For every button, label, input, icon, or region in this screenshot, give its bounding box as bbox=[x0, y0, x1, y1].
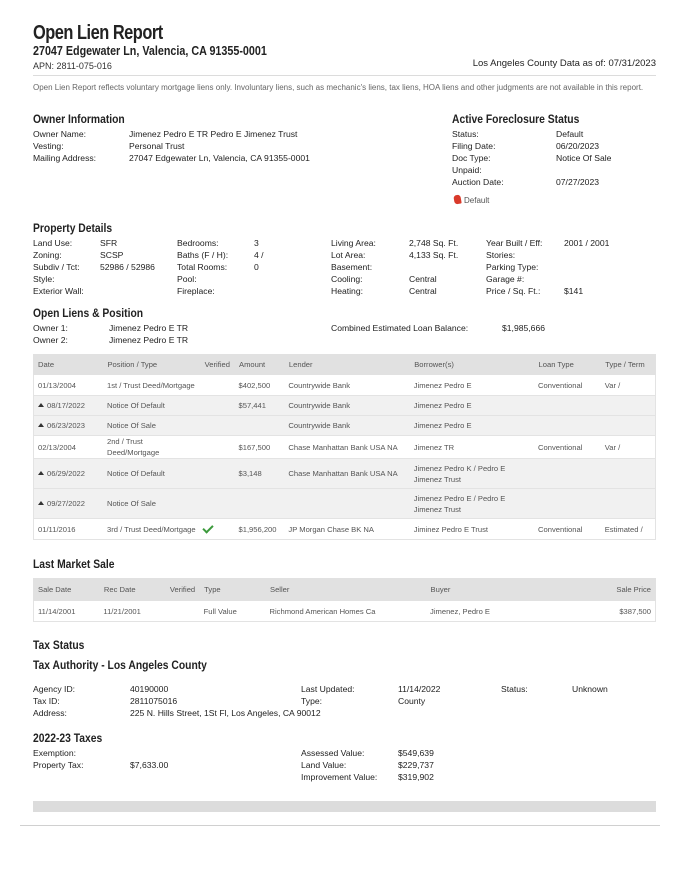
combined-balance-label: Combined Estimated Loan Balance: bbox=[331, 323, 469, 333]
tax-status: Unknown bbox=[572, 684, 608, 694]
lot-label: Lot Area: bbox=[331, 250, 366, 260]
living-label: Living Area: bbox=[331, 238, 376, 248]
owner1-label: Owner 1: bbox=[33, 323, 68, 333]
agency-label: Agency ID: bbox=[33, 684, 76, 694]
combined-balance: $1,985,666 bbox=[502, 323, 546, 333]
lien-verified bbox=[200, 459, 234, 489]
lien-position: Notice Of Default bbox=[103, 459, 200, 489]
updated-label: Last Updated: bbox=[301, 684, 355, 694]
year-label: Year Built / Eff: bbox=[486, 238, 543, 248]
lien-borrower: Jiminez Pedro E Trust bbox=[410, 519, 534, 540]
owner-name-label: Owner Name: bbox=[33, 129, 87, 139]
lien-loan-type: Conventional bbox=[534, 519, 601, 540]
fc-status: Default bbox=[556, 129, 584, 139]
market-table-header bbox=[34, 579, 656, 601]
zoning: SCSP bbox=[100, 250, 124, 260]
col-seller: Seller bbox=[266, 579, 427, 601]
rec-date: 11/21/2001 bbox=[99, 601, 165, 622]
lien-term: Estimated / bbox=[601, 519, 656, 540]
lien-borrower: Jimenez Pedro E / Pedro E Jimenez Trust bbox=[410, 489, 534, 519]
default-flag bbox=[454, 195, 489, 205]
tax-type: County bbox=[398, 696, 426, 706]
lien-borrower: Jimenez Pedro E bbox=[410, 375, 534, 396]
col-term: Type / Term bbox=[601, 355, 656, 375]
lien-loan-type bbox=[534, 396, 601, 416]
lien-term bbox=[601, 396, 656, 416]
lien-amount: $1,956,200 bbox=[235, 519, 285, 540]
fc-doc-label: Doc Type: bbox=[452, 153, 491, 163]
price-sqft: $141 bbox=[564, 286, 584, 296]
owner2: Jimenez Pedro E TR bbox=[109, 335, 189, 345]
tax-address: 225 N. Hills Street, 1St Fl, Los Angeles, CA 90012 bbox=[130, 708, 321, 718]
col-verified: Verified bbox=[200, 355, 234, 375]
lien-row bbox=[34, 519, 656, 540]
lien-lender bbox=[284, 489, 409, 519]
lien-amount bbox=[235, 489, 285, 519]
expand-caret-icon[interactable] bbox=[38, 501, 44, 505]
col-position: Position / Type bbox=[103, 355, 200, 375]
sale-row bbox=[34, 601, 656, 622]
property-address: 27047 Edgewater Ln, Valencia, CA 91355-0001 bbox=[33, 44, 267, 58]
agency-id: 40190000 bbox=[130, 684, 169, 694]
fc-unpaid-label: Unpaid: bbox=[452, 165, 482, 175]
lien-verified bbox=[200, 375, 234, 396]
header-divider bbox=[33, 75, 656, 76]
market-table bbox=[33, 578, 656, 622]
land-use: SFR bbox=[100, 238, 118, 248]
pool-label: Pool: bbox=[177, 274, 197, 284]
taxid-label: Tax ID: bbox=[33, 696, 60, 706]
lien-sub-row[interactable] bbox=[34, 396, 656, 416]
mailing-address: 27047 Edgewater Ln, Valencia, CA 91355-0001 bbox=[129, 153, 310, 163]
expand-caret-icon[interactable] bbox=[38, 403, 44, 407]
cooling-label: Cooling: bbox=[331, 274, 363, 284]
lien-position: Notice Of Sale bbox=[103, 489, 200, 519]
col-amount: Amount bbox=[235, 355, 285, 375]
lien-lender: Chase Manhattan Bank USA NA bbox=[284, 436, 409, 459]
lien-position: 3rd / Trust Deed/Mortgage bbox=[103, 519, 200, 540]
liens-table-header bbox=[34, 355, 656, 375]
lien-lender: Countrywide Bank bbox=[284, 416, 409, 436]
sale-type: Full Value bbox=[200, 601, 266, 622]
lien-date: 06/23/2023 bbox=[47, 421, 86, 430]
foreclosure-heading: Active Foreclosure Status bbox=[452, 112, 580, 126]
lien-term: Var / bbox=[601, 436, 656, 459]
liens-table bbox=[33, 354, 656, 540]
col-sale-date: Sale Date bbox=[34, 579, 100, 601]
flag-icon bbox=[453, 194, 461, 204]
rooms-label: Total Rooms: bbox=[177, 262, 228, 272]
lien-amount: $57,441 bbox=[235, 396, 285, 416]
land-value-label: Land Value: bbox=[301, 760, 347, 770]
lien-lender: Countrywide Bank bbox=[284, 375, 409, 396]
lien-term bbox=[601, 416, 656, 436]
owner-name: Jimenez Pedro E TR Pedro E Jimenez Trust bbox=[129, 129, 298, 139]
bedrooms-label: Bedrooms: bbox=[177, 238, 219, 248]
owner2-label: Owner 2: bbox=[33, 335, 68, 345]
cooling: Central bbox=[409, 274, 437, 284]
property-tax-label: Property Tax: bbox=[33, 760, 84, 770]
land-value: $229,737 bbox=[398, 760, 434, 770]
lien-verified bbox=[200, 396, 234, 416]
rooms: 0 bbox=[254, 262, 259, 272]
tax-heading: Tax Status bbox=[33, 638, 85, 652]
subdiv: 52986 / 52986 bbox=[100, 262, 155, 272]
lien-amount bbox=[235, 416, 285, 436]
lien-date: 01/13/2004 bbox=[34, 375, 103, 396]
lien-lender: Chase Manhattan Bank USA NA bbox=[284, 459, 409, 489]
expand-caret-icon[interactable] bbox=[38, 471, 44, 475]
lien-loan-type bbox=[534, 489, 601, 519]
owner-heading: Owner Information bbox=[33, 112, 125, 126]
lien-loan-type: Conventional bbox=[534, 436, 601, 459]
lien-date: 09/27/2022 bbox=[47, 499, 86, 508]
lien-date: 02/13/2004 bbox=[34, 436, 103, 459]
fc-filing-date: 06/20/2023 bbox=[556, 141, 600, 151]
last-updated: 11/14/2022 bbox=[398, 684, 441, 694]
tax-year-heading: 2022-23 Taxes bbox=[33, 731, 103, 745]
lien-borrower: Jimenez TR bbox=[410, 436, 534, 459]
tax-address-label: Address: bbox=[33, 708, 67, 718]
lien-amount: $167,500 bbox=[235, 436, 285, 459]
lien-loan-type: Conventional bbox=[534, 375, 601, 396]
fc-auction-date: 07/27/2023 bbox=[556, 177, 600, 187]
footer-bar bbox=[33, 801, 656, 812]
mailing-label: Mailing Address: bbox=[33, 153, 97, 163]
apn: APN: 2811-075-016 bbox=[33, 61, 112, 71]
lien-term: Var / bbox=[601, 375, 656, 396]
verified-check-icon bbox=[204, 523, 215, 532]
lien-sub-row[interactable] bbox=[34, 489, 656, 519]
tax-type-label: Type: bbox=[301, 696, 323, 706]
tax-authority: Tax Authority - Los Angeles County bbox=[33, 658, 207, 672]
lien-verified bbox=[200, 436, 234, 459]
col-rec-date: Rec Date bbox=[99, 579, 165, 601]
default-flag-label: Default bbox=[464, 196, 490, 205]
lien-borrower: Jimenez Pedro K / Pedro E Jimenez Trust bbox=[410, 459, 534, 489]
fc-auction-label: Auction Date: bbox=[452, 177, 504, 187]
bedrooms: 3 bbox=[254, 238, 259, 248]
exemption-label: Exemption: bbox=[33, 748, 76, 758]
fireplace-label: Fireplace: bbox=[177, 286, 215, 296]
tax-status-label: Status: bbox=[501, 684, 528, 694]
subdiv-label: Subdiv / Tct: bbox=[33, 262, 80, 272]
parking-label: Parking Type: bbox=[486, 262, 539, 272]
liens-heading: Open Liens & Position bbox=[33, 306, 144, 320]
property-tax: $7,633.00 bbox=[130, 760, 169, 770]
sale-verified bbox=[165, 601, 199, 622]
lien-date: 06/29/2022 bbox=[47, 469, 86, 478]
lien-position: 1st / Trust Deed/Mortgage bbox=[103, 375, 200, 396]
ext-wall-label: Exterior Wall: bbox=[33, 286, 84, 296]
lien-verified bbox=[200, 489, 234, 519]
assessed-value: $549,639 bbox=[398, 748, 434, 758]
col-type: Type bbox=[200, 579, 266, 601]
buyer: Jimenez, Pedro E bbox=[426, 601, 588, 622]
vesting: Personal Trust bbox=[129, 141, 185, 151]
sale-date: 11/14/2001 bbox=[34, 601, 100, 622]
col-verified: Verified bbox=[165, 579, 199, 601]
seller: Richmond American Homes Ca bbox=[266, 601, 427, 622]
year-built: 2001 / 2001 bbox=[564, 238, 610, 248]
market-heading: Last Market Sale bbox=[33, 557, 115, 571]
lot-area: 4,133 Sq. Ft. bbox=[409, 250, 459, 260]
col-buyer: Buyer bbox=[426, 579, 588, 601]
lien-lender: JP Morgan Chase BK NA bbox=[284, 519, 409, 540]
lien-loan-type bbox=[534, 459, 601, 489]
heating-label: Heating: bbox=[331, 286, 364, 296]
lien-borrower: Jimenez Pedro E bbox=[410, 416, 534, 436]
data-as-of: Los Angeles County Data as of: 07/31/2023 bbox=[472, 58, 656, 69]
lien-date: 08/17/2022 bbox=[47, 401, 86, 410]
improvement-label: Improvement Value: bbox=[301, 772, 378, 782]
lien-row bbox=[34, 436, 656, 459]
lien-borrower: Jimenez Pedro E bbox=[410, 396, 534, 416]
baths-label: Baths (F / H): bbox=[177, 250, 229, 260]
stories-label: Stories: bbox=[486, 250, 516, 260]
lien-lender: Countrywide Bank bbox=[284, 396, 409, 416]
lien-position: 2nd / Trust Deed/Mortgage bbox=[103, 436, 200, 459]
report-title: Open Lien Report bbox=[33, 22, 163, 44]
lien-position: Notice Of Sale bbox=[103, 416, 200, 436]
sale-price: $387,500 bbox=[588, 601, 656, 622]
vesting-label: Vesting: bbox=[33, 141, 64, 151]
fc-doc-type: Notice Of Sale bbox=[556, 153, 612, 163]
footer-divider bbox=[20, 825, 660, 826]
owner1: Jimenez Pedro E TR bbox=[109, 323, 189, 333]
living-area: 2,748 Sq. Ft. bbox=[409, 238, 459, 248]
heating: Central bbox=[409, 286, 437, 296]
lien-row bbox=[34, 375, 656, 396]
col-borrowers: Borrower(s) bbox=[410, 355, 534, 375]
lien-verified bbox=[200, 416, 234, 436]
lien-term bbox=[601, 489, 656, 519]
col-loan-type: Loan Type bbox=[534, 355, 601, 375]
tax-id: 2811075016 bbox=[130, 696, 178, 706]
col-date: Date bbox=[34, 355, 103, 375]
lien-date: 01/11/2016 bbox=[34, 519, 103, 540]
col-sale-price: Sale Price bbox=[588, 579, 656, 601]
style-label: Style: bbox=[33, 274, 55, 284]
col-lender: Lender bbox=[284, 355, 409, 375]
fc-filing-label: Filing Date: bbox=[452, 141, 496, 151]
lien-loan-type bbox=[534, 416, 601, 436]
price-sqft-label: Price / Sq. Ft.: bbox=[486, 286, 541, 296]
fc-status-label: Status: bbox=[452, 129, 479, 139]
lien-amount: $3,148 bbox=[235, 459, 285, 489]
assessed-label: Assessed Value: bbox=[301, 748, 365, 758]
lien-amount: $402,500 bbox=[235, 375, 285, 396]
property-heading: Property Details bbox=[33, 221, 113, 235]
lien-sub-row[interactable] bbox=[34, 459, 656, 489]
lien-sub-row[interactable] bbox=[34, 416, 656, 436]
improvement-value: $319,902 bbox=[398, 772, 434, 782]
zoning-label: Zoning: bbox=[33, 250, 62, 260]
garage-label: Garage #: bbox=[486, 274, 525, 284]
disclaimer-note: Open Lien Report reflects voluntary mortgage liens only. Involuntary liens, such as mechanic's liens, tax liens, HOA liens and other judgments are not available in this report. bbox=[33, 83, 644, 92]
baths: 4 / bbox=[254, 250, 264, 260]
basement-label: Basement: bbox=[331, 262, 373, 272]
land-use-label: Land Use: bbox=[33, 238, 73, 248]
lien-term bbox=[601, 459, 656, 489]
lien-position: Notice Of Default bbox=[103, 396, 200, 416]
expand-caret-icon[interactable] bbox=[38, 423, 44, 427]
